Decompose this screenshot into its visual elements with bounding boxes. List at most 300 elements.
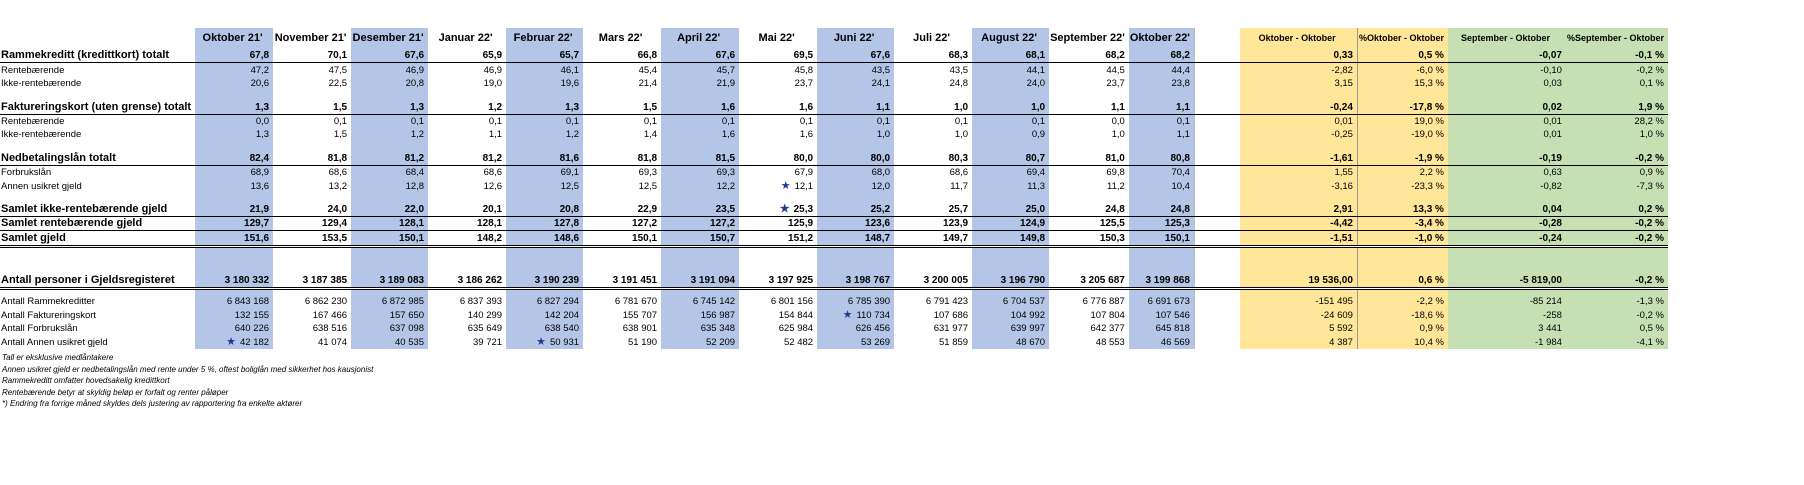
spacer-cell [273, 141, 351, 151]
month-value: 148,7 [817, 231, 894, 246]
spacer-cell [0, 193, 195, 203]
month-value: 68,2 [1129, 49, 1195, 63]
row-label: Rentebærende [1, 115, 65, 127]
month-value: 81,2 [428, 151, 506, 165]
month-value: 23,7 [794, 78, 814, 90]
gap-cell [1194, 295, 1240, 308]
month-value: 129,4 [273, 216, 351, 230]
september-oktober-change: 1,0 % [1566, 128, 1668, 141]
spacer-cell [1194, 246, 1240, 274]
spacer-cell [1049, 90, 1129, 100]
month-value: 20,8 [351, 77, 428, 90]
month-value: 638 901 [622, 323, 658, 335]
month-value: 69,3 [661, 165, 739, 179]
star-icon: ★ [842, 308, 853, 321]
oktober-oktober-change: -151 495 [1240, 295, 1357, 308]
gap-cell [1194, 63, 1240, 77]
month-value: 1,3 [195, 100, 273, 114]
month-value: 107 686 [933, 309, 969, 321]
month-value: 11,2 [1107, 180, 1125, 192]
footnotes [2, 352, 373, 410]
table-row [0, 216, 1668, 230]
month-value: 10,4 [1129, 179, 1195, 192]
month-value: 1,6 [739, 100, 817, 114]
spacer-cell [506, 193, 583, 203]
header-corner [0, 28, 195, 49]
month-value: 1,5 [583, 100, 661, 114]
september-oktober-change: -0,24 [1448, 231, 1566, 246]
september-oktober-change: 0,01 [1448, 128, 1566, 141]
month-value: 3 180 332 [195, 274, 273, 289]
spacer-cell [195, 90, 273, 100]
september-oktober-change: 0,03 [1448, 77, 1566, 90]
row-label: Rentebærende [1, 64, 65, 76]
month-value: 24,8 [949, 78, 969, 90]
month-value: 53 269 [817, 335, 894, 348]
spacer-cell [1566, 246, 1668, 274]
month-value: 150,1 [583, 231, 661, 246]
spacer-cell [1448, 193, 1566, 203]
month-value: 81,8 [273, 151, 351, 165]
spacer-cell [0, 141, 195, 151]
month-value: 0,1 [333, 115, 348, 127]
star-icon: ★ [536, 335, 547, 348]
spacer-row [0, 193, 1668, 203]
month-value: 1,3 [506, 100, 583, 114]
spacer-cell [1448, 141, 1566, 151]
spacer-cell [817, 193, 894, 203]
month-value: 3 191 451 [583, 274, 661, 289]
september-oktober-change: -0,2 % [1566, 308, 1668, 321]
spacer-cell [1194, 141, 1240, 151]
spacer-cell [583, 141, 661, 151]
month-value: 127,2 [661, 216, 739, 230]
month-value: 23,8 [1129, 77, 1195, 90]
month-value: 68,3 [894, 49, 972, 63]
month-value: 150,1 [1129, 231, 1195, 246]
column-header: August 22' [972, 28, 1049, 49]
spacer-cell [972, 246, 1049, 274]
spacer-cell [1566, 90, 1668, 100]
gap-cell [1194, 231, 1240, 246]
spacer-cell [351, 141, 428, 151]
month-value: 0,1 [506, 114, 583, 128]
month-value: 12,5 [638, 180, 658, 192]
oktober-oktober-change: -3,16 [1240, 179, 1357, 192]
month-value: 44,4 [1129, 63, 1195, 77]
month-value: 68,6 [483, 167, 503, 179]
month-value: 3 191 094 [661, 274, 739, 289]
oktober-oktober-change: -23,3 % [1357, 179, 1448, 192]
row-label: Rammekreditt (kredittkort) totalt [0, 49, 195, 63]
month-value: 46,9 [483, 64, 503, 76]
month-value: 127,8 [506, 216, 583, 230]
spacer-cell [583, 90, 661, 100]
month-value: 129,7 [195, 216, 273, 230]
month-value: 645 818 [1129, 322, 1195, 335]
month-value: 43,5 [949, 64, 969, 76]
spacer-cell [1448, 90, 1566, 100]
table-row [0, 100, 1668, 114]
column-header: Mars 22' [598, 32, 643, 44]
table-row [0, 151, 1668, 165]
month-value: 0,9 [972, 128, 1049, 141]
spacer-cell [428, 141, 506, 151]
footnote: *) Endring fra forrige måned skyldes dels justering av rapportering fra enkelte aktører [2, 399, 303, 409]
oktober-oktober-change: -18,6 % [1357, 308, 1448, 321]
oktober-oktober-change: -0,25 [1240, 128, 1357, 141]
column-header: November 21' [274, 32, 347, 44]
month-value: 20,6 [195, 77, 273, 90]
gap-cell [1194, 49, 1240, 63]
month-value: 640 226 [195, 322, 273, 335]
september-oktober-change: -0,82 [1448, 179, 1566, 192]
september-oktober-change: 0,9 % [1566, 165, 1668, 179]
month-value: 24,0 [972, 77, 1049, 90]
month-value: 24,1 [817, 77, 894, 90]
gap-cell [1194, 203, 1240, 217]
spacer-cell [351, 193, 428, 203]
oktober-oktober-change: 0,01 [1240, 114, 1357, 128]
oktober-oktober-change: 2,2 % [1357, 165, 1448, 179]
column-header: %September - Oktober [1566, 28, 1668, 49]
footnote: Rammekreditt omfatter hovedsakelig kredittkort [2, 376, 170, 386]
month-value: 1,2 [428, 100, 506, 114]
month-value: 128,1 [351, 216, 428, 230]
september-oktober-change: -0,28 [1448, 216, 1566, 230]
month-value: 68,6 [949, 167, 969, 179]
month-value: 151,6 [195, 231, 273, 246]
gap-cell [1194, 274, 1240, 289]
row-label: Antall Forbrukslån [1, 323, 78, 335]
month-value: 25,7 [894, 203, 972, 217]
month-value: 6 704 537 [972, 295, 1049, 308]
column-header: September - Oktober [1448, 28, 1566, 49]
gap-cell [1194, 308, 1240, 321]
cell-value: 25,3 [793, 203, 814, 215]
month-value: 1,0 [894, 100, 972, 114]
gap-cell [1194, 114, 1240, 128]
month-value: 149,8 [972, 231, 1049, 246]
month-value: 48 553 [1095, 336, 1125, 348]
oktober-oktober-change: 10,4 % [1357, 335, 1448, 348]
month-value [506, 335, 583, 348]
gap-cell [1194, 165, 1240, 179]
oktober-oktober-change: -19,0 % [1357, 128, 1448, 141]
month-value: 1,6 [799, 129, 814, 141]
month-value: 48 670 [972, 335, 1049, 348]
spacer-cell [1357, 246, 1448, 274]
spacer-row [0, 90, 1668, 100]
column-header: %Oktober - Oktober [1357, 28, 1448, 49]
row-label: Annen usikret gjeld [1, 180, 82, 192]
spacer-cell [1049, 141, 1129, 151]
month-value: 150,3 [1049, 231, 1129, 246]
gap-cell [1194, 77, 1240, 90]
month-value: 20,8 [506, 203, 583, 217]
month-value: 12,8 [351, 179, 428, 192]
spacer-cell [1240, 90, 1357, 100]
row-label: Samlet rentebærende gjeld [0, 216, 195, 230]
month-value: 80,0 [817, 151, 894, 165]
month-value: 6 837 393 [459, 296, 503, 308]
september-oktober-change: -258 [1448, 308, 1566, 321]
month-value: 6 862 230 [304, 296, 348, 308]
month-value: 44,5 [1106, 64, 1125, 76]
gap-cell [1194, 216, 1240, 230]
column-header: September 22' [1050, 32, 1125, 44]
column-header: Oktober 22' [1129, 28, 1195, 49]
spacer-cell [428, 90, 506, 100]
month-value: 637 098 [351, 322, 428, 335]
month-value: 6 691 673 [1129, 295, 1195, 308]
month-value: 45,8 [794, 64, 814, 76]
star-icon: ★ [779, 202, 790, 215]
september-oktober-change: 3 441 [1448, 322, 1566, 335]
september-oktober-change: -0,10 [1448, 63, 1566, 77]
spacer-cell [739, 193, 817, 203]
month-value: 25,2 [817, 203, 894, 217]
spacer-cell [1049, 193, 1129, 203]
spacer-cell [972, 193, 1049, 203]
oktober-oktober-change: -2,82 [1240, 63, 1357, 77]
month-value: 3 200 005 [894, 274, 972, 289]
spacer-cell [1448, 246, 1566, 274]
month-value: 12,5 [506, 179, 583, 192]
oktober-oktober-change: 0,9 % [1357, 322, 1448, 335]
september-oktober-change: 0,2 % [1566, 203, 1668, 217]
month-value: 39 721 [473, 336, 503, 348]
month-value: 150,1 [351, 231, 428, 246]
spacer-cell [0, 90, 195, 100]
month-value: 123,6 [817, 216, 894, 230]
month-value: 631 977 [933, 323, 969, 335]
month-value: 65,7 [506, 49, 583, 63]
month-value: 12,6 [483, 180, 503, 192]
footnote: Annen usikret gjeld er nedbetalingslån med rente under 5 %, oftest boliglån med sikkerhet hos kausjonist [2, 364, 374, 374]
month-value: 3 199 868 [1129, 274, 1195, 289]
month-value: 45,7 [661, 63, 739, 77]
month-value: 1,0 [972, 100, 1049, 114]
oktober-oktober-change: -1,0 % [1357, 231, 1448, 246]
month-value: 3 186 262 [428, 274, 506, 289]
spacer-cell [273, 246, 351, 274]
month-value: 6 827 294 [506, 295, 583, 308]
month-value: 3 189 083 [351, 274, 428, 289]
footnote: Tall er eksklusive medlåntakere [2, 353, 114, 362]
spacer-cell [1357, 141, 1448, 151]
month-value: 1,0 [817, 128, 894, 141]
month-value: 67,8 [195, 49, 273, 63]
spacer-row [0, 141, 1668, 151]
september-oktober-change: -0,1 % [1566, 49, 1668, 63]
month-value: 81,2 [351, 151, 428, 165]
month-value [195, 335, 273, 348]
column-header [1194, 28, 1240, 49]
oktober-oktober-change: 13,3 % [1357, 203, 1448, 217]
table-row [0, 49, 1668, 63]
month-value: 43,5 [817, 63, 894, 77]
month-value: 3 187 385 [273, 274, 351, 289]
cell-value: 42 182 [240, 336, 270, 348]
table-row [0, 128, 1668, 141]
september-oktober-change: 0,5 % [1566, 322, 1668, 335]
month-value: 52 209 [661, 335, 739, 348]
month-value: 6 791 423 [925, 296, 969, 308]
month-value: 46,1 [506, 63, 583, 77]
month-value: 1,0 [954, 129, 969, 141]
table-row [0, 335, 1668, 348]
month-value: 167 466 [312, 309, 348, 321]
month-value: 0,1 [488, 115, 503, 127]
month-value: 81,5 [661, 151, 739, 165]
spacer-cell [817, 246, 894, 274]
month-value: 69,8 [1106, 167, 1125, 179]
spacer-cell [739, 246, 817, 274]
month-value: 0,1 [643, 115, 658, 127]
month-value: 45,4 [638, 64, 658, 76]
oktober-oktober-change: -2,2 % [1357, 295, 1448, 308]
september-oktober-change: 0,1 % [1566, 77, 1668, 90]
month-value: 6 781 670 [614, 296, 658, 308]
spacer-cell [195, 193, 273, 203]
column-header: Oktober 21' [195, 28, 273, 49]
spacer-cell [1240, 141, 1357, 151]
month-value: 635 348 [661, 322, 739, 335]
month-value: 21,4 [638, 78, 658, 90]
month-value: 68,9 [195, 165, 273, 179]
month-value: 149,7 [894, 231, 972, 246]
month-value: 12,2 [661, 179, 739, 192]
month-value: 69,3 [638, 167, 658, 179]
row-label: Samlet ikke-rentebærende gjeld [0, 203, 195, 217]
month-value: 24,0 [273, 203, 351, 217]
september-oktober-change: -4,1 % [1566, 335, 1668, 348]
gap-cell [1194, 322, 1240, 335]
month-value: 46 569 [1129, 335, 1195, 348]
spacer-cell [1129, 193, 1195, 203]
month-value: 67,6 [351, 49, 428, 63]
spacer-cell [0, 246, 195, 274]
row-label: Ikke-rentebærende [1, 78, 82, 90]
month-value: 107 546 [1129, 308, 1195, 321]
month-value [739, 179, 817, 192]
table-row [0, 114, 1668, 128]
september-oktober-change: -5 819,00 [1448, 274, 1566, 289]
row-label: Antall personer i Gjeldsregisteret [0, 274, 195, 289]
month-value: 3 197 925 [739, 274, 817, 289]
oktober-oktober-change: 0,6 % [1357, 274, 1448, 289]
september-oktober-change: -0,2 % [1566, 151, 1668, 165]
month-value: 22,5 [328, 78, 348, 90]
table-row [0, 295, 1668, 308]
september-oktober-change: 0,01 [1448, 114, 1566, 128]
month-value: 639 997 [972, 322, 1049, 335]
row-label: Antall Faktureringskort [1, 309, 97, 321]
oktober-oktober-change: 0,33 [1240, 49, 1357, 63]
month-value: 642 377 [1090, 323, 1125, 335]
month-value: 0,1 [799, 115, 814, 127]
spacer-cell [739, 141, 817, 151]
month-value: 153,5 [273, 231, 351, 246]
month-value: 1,4 [643, 129, 658, 141]
star-icon: ★ [226, 335, 237, 348]
month-value: 23,5 [661, 203, 739, 217]
month-value: 132 155 [195, 308, 273, 321]
month-value: 81,0 [1049, 151, 1129, 165]
month-value [739, 203, 817, 217]
month-value: 3 205 687 [1049, 274, 1129, 289]
month-value: 68,0 [817, 165, 894, 179]
month-value: 11,7 [950, 180, 969, 192]
spacer-cell [1129, 90, 1195, 100]
spacer-cell [1357, 90, 1448, 100]
month-value: 68,4 [351, 165, 428, 179]
month-value: 148,2 [428, 231, 506, 246]
spacer-cell [894, 90, 972, 100]
month-value: 46,9 [351, 63, 428, 77]
month-value: 24,8 [1129, 203, 1195, 217]
oktober-oktober-change: 3,15 [1240, 77, 1357, 90]
month-value: 1,1 [1129, 100, 1195, 114]
table-row [0, 179, 1668, 192]
month-value: 52 482 [784, 336, 814, 348]
month-value: 1,1 [817, 100, 894, 114]
september-oktober-change: -0,2 % [1566, 274, 1668, 289]
oktober-oktober-change: 1,55 [1240, 165, 1357, 179]
month-value: 12,0 [817, 179, 894, 192]
month-value: 19,6 [506, 77, 583, 90]
column-header: Juni 22' [817, 28, 894, 49]
month-value: 69,4 [972, 165, 1049, 179]
september-oktober-change: -0,19 [1448, 151, 1566, 165]
column-header: April 22' [661, 28, 739, 49]
month-value: 69,1 [506, 165, 583, 179]
september-oktober-change: 28,2 % [1566, 114, 1668, 128]
month-value: 11,3 [972, 179, 1049, 192]
september-oktober-change: -0,2 % [1566, 231, 1668, 246]
row-label: Antall Annen usikret gjeld [1, 336, 108, 348]
oktober-oktober-change: 5 592 [1240, 322, 1357, 335]
oktober-oktober-change: -3,4 % [1357, 216, 1448, 230]
spacer-cell [1129, 141, 1195, 151]
month-value: 1,1 [1129, 128, 1195, 141]
header-row [0, 28, 1668, 49]
month-value: 51 859 [939, 336, 969, 348]
month-value: 3 196 790 [972, 274, 1049, 289]
table-row [0, 63, 1668, 77]
spacer-cell [273, 193, 351, 203]
spacer-cell [195, 246, 273, 274]
month-value: 44,1 [972, 63, 1049, 77]
month-value: 6 776 887 [1082, 296, 1125, 308]
table-row [0, 165, 1668, 179]
spacer-cell [506, 246, 583, 274]
month-value: 1,3 [351, 100, 428, 114]
gap-cell [1194, 151, 1240, 165]
month-value: 82,4 [195, 151, 273, 165]
month-value: 81,8 [583, 151, 661, 165]
month-value: 625 984 [778, 323, 814, 335]
spacer-cell [1566, 193, 1668, 203]
month-value: 21,9 [195, 203, 273, 217]
month-value: 3 198 767 [817, 274, 894, 289]
month-value: 1,3 [195, 128, 273, 141]
month-value: 70,4 [1129, 165, 1195, 179]
month-value: 3 190 239 [506, 274, 583, 289]
gjeld-table [0, 28, 1668, 349]
month-value: 68,6 [328, 167, 348, 179]
